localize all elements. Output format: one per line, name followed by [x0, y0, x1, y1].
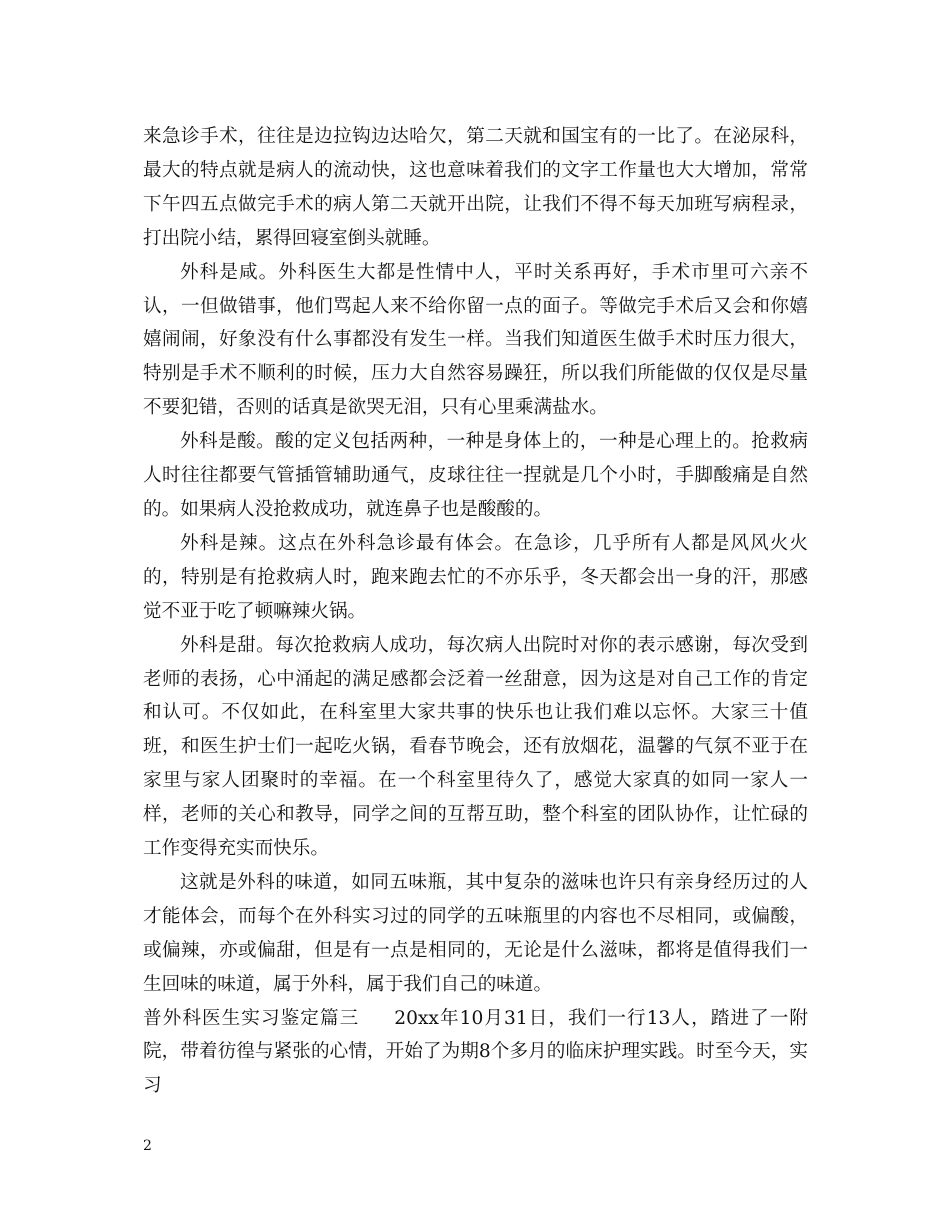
paragraph-sweet: 外科是甜。每次抢救病人成功，每次病人出院时对你的表示感谢，每次受到老师的表扬，心中涌起的满足感都会泛着一丝甜意，因为这是对自己工作的肯定和认可。不仅如此，在科室里大家共事的快乐也让我们难以忘怀。大家三十值班，和医生护士们一起吃火锅，看春节晚会，还有放烟花，温馨的气氛不亚于在家里与家人团聚时的幸福。在一个科室里待久了，感觉大家真的如同一家人一样，老师的关心和教导，同学之间的互帮互助，整个科室的团队协作，让忙碌的工作变得充实而快乐。 [143, 634, 808, 860]
page-number: 2 [143, 1138, 152, 1154]
section-start-paragraph [143, 1002, 808, 1104]
paragraph-spicy: 外科是辣。这点在外科急诊最有体会。在急诊，几乎所有人都是风风火火的，特别是有抢救病人时，跑来跑去忙的不亦乐乎，冬天都会出一身的汗，那感觉不亚于吃了顿嘛辣火锅。 [143, 532, 808, 622]
paragraph-salty: 外科是咸。外科医生大都是性情中人，平时关系再好，手术市里可六亲不认，一但做错事，他们骂起人来不给你留一点的面子。等做完手术后又会和你嬉嬉闹闹，好象没有什么事都没有发生一样。当我们知道医生做手术时压力很大，特别是手术不顺利的时候，压力大自然容易躁狂，所以我们所能做的仅仅是尽量不要犯错，否则的话真是欲哭无泪，只有心里乘满盐水。 [143, 261, 808, 419]
section-body-text: 20xx年10月31日，我们一行13人，踏进了一附院，带着彷徨与紧张的心情，开始了为期8个多月的临床护理实践。时至今天，实习 [143, 1007, 808, 1097]
section-title: 普外科医生实习鉴定篇三 [143, 1007, 360, 1029]
document-body [143, 120, 808, 1103]
paragraph-continuation: 来急诊手术，往往是边拉钩边达哈欠，第二天就和国宝有的一比了。在泌尿科，最大的特点就是病人的流动快，这也意味着我们的文字工作量也大大增加，常常下午四五点做完手术的病人第二天就开出院，让我们不得不每天加班写病程录，打出院小结，累得回寝室倒头就睡。 [143, 126, 808, 249]
paragraph-sour: 外科是酸。酸的定义包括两种，一种是身体上的，一种是心理上的。抢救病人时往往都要气管插管辅助通气，皮球往往一捏就是几个小时，手脚酸痛是自然的。如果病人没抢救成功，就连鼻子也是酸酸的。 [143, 431, 808, 520]
paragraph-conclusion: 这就是外科的味道，如同五味瓶，其中复杂的滋味也许只有亲身经历过的人才能体会，而每个在外科实习过的同学的五味瓶里的内容也不尽相同，或偏酸，或偏辣，亦或偏甜，但是有一点是相同的，无论是什么滋味，都将是值得我们一生回味的味道，属于外科，属于我们自己的味道。 [143, 871, 808, 995]
